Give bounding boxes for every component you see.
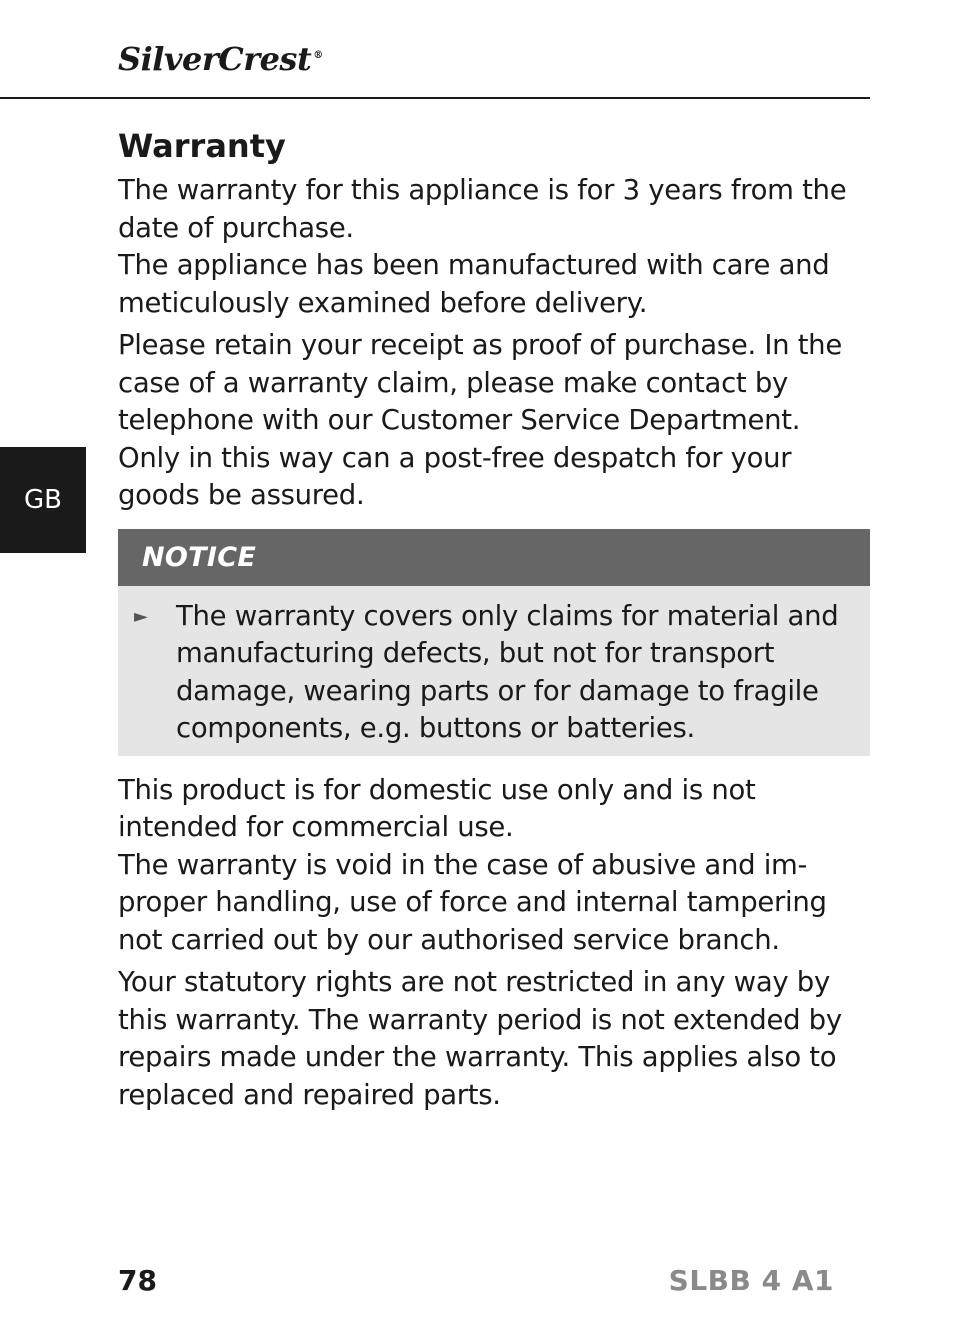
- notice-item-text: The warranty covers only claims for material and manufacturing defects, but not for transport damage, wearing parts or for damage to fragile components, e.g. buttons or batteries.: [176, 599, 839, 744]
- main-content: [118, 126, 858, 1114]
- brand-logo: [118, 40, 323, 78]
- notice-title: NOTICE: [118, 529, 870, 586]
- warranty-paragraph: Your statutory rights are not restricted in any way by this warranty. The warranty period is not extended by repairs made under the warranty. This applies also to replaced and repaired parts.: [118, 966, 842, 1111]
- warranty-paragraph: The warranty is void in the case of abusive and improper handling, use of force and internal tampering not carried out by our authorised service branch.: [118, 848, 827, 956]
- language-tab-label: GB: [24, 485, 62, 515]
- notice-box: [118, 529, 870, 756]
- warranty-paragraph: The warranty for this appliance is for 3 years from the date of purchase.: [118, 174, 847, 244]
- notice-item: [118, 586, 870, 756]
- warranty-paragraph: The appliance has been manufactured with care and meticulously examined before delivery.: [118, 249, 830, 319]
- page-number: 78: [118, 1264, 157, 1297]
- right-triangle-bullet-icon: ►: [134, 605, 148, 627]
- header-divider: [0, 97, 870, 99]
- model-number: SLBB 4 A1: [668, 1264, 834, 1297]
- language-tab: [0, 447, 86, 553]
- warranty-paragraph: Please retain your receipt as proof of purchase. In the case of a warranty claim, please make contact by telephone with our Customer Service Department. Only in this way can a post-free despatch for your goods be assured.: [118, 329, 842, 511]
- section-title: Warranty: [118, 127, 286, 165]
- warranty-paragraph: This product is for domestic use only and is not intended for commercial use.: [118, 773, 756, 843]
- brand-name: SilverCrest: [118, 40, 312, 78]
- registered-mark: ®: [313, 50, 323, 62]
- after-notice-section: [118, 772, 858, 1115]
